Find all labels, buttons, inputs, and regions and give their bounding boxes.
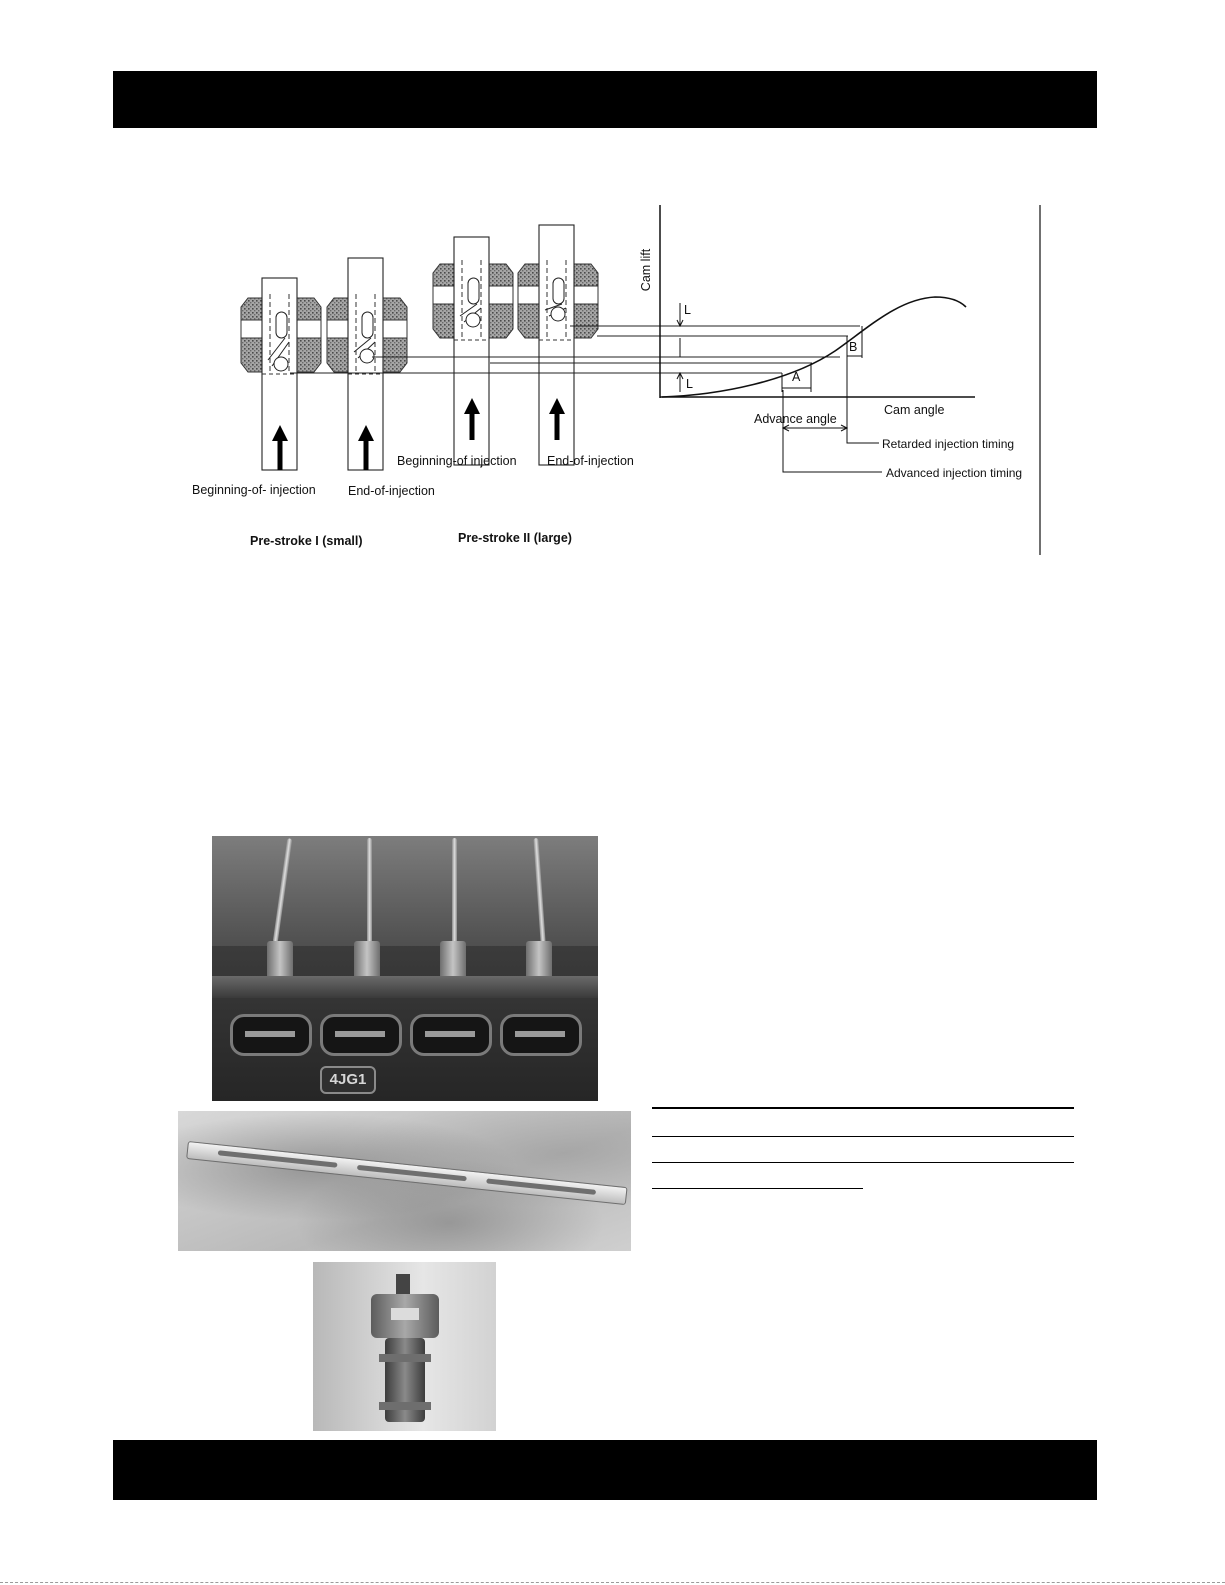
engine-model-plate: 4JG1 bbox=[320, 1066, 376, 1094]
plunger-assembly-2 bbox=[327, 258, 407, 470]
inspection-port bbox=[500, 1014, 582, 1056]
retarded-timing-leader bbox=[847, 358, 879, 443]
pump-element-photo bbox=[313, 1262, 496, 1431]
spill-hole bbox=[360, 349, 374, 363]
metal-strip bbox=[186, 1141, 627, 1205]
plunger-3-label: Beginning-of injection bbox=[397, 454, 517, 468]
a-label: A bbox=[792, 370, 801, 384]
delivery-valve-nut bbox=[440, 941, 466, 979]
strip-slot bbox=[218, 1150, 338, 1168]
inspection-port bbox=[230, 1014, 312, 1056]
plunger-2-label: End-of-injection bbox=[348, 484, 435, 498]
vertical-groove bbox=[362, 312, 373, 338]
group-label-pre-stroke-2: Pre-stroke II (large) bbox=[458, 531, 572, 545]
cam-lift-curve bbox=[662, 297, 966, 397]
underline-rule bbox=[652, 1136, 1074, 1137]
strip-slot bbox=[486, 1178, 596, 1194]
plunger-assembly-3 bbox=[433, 237, 513, 465]
footer-bar bbox=[113, 1440, 1097, 1500]
advance-angle-label: Advance angle bbox=[754, 412, 837, 426]
underline-rule bbox=[652, 1188, 863, 1189]
pre-stroke-diagram bbox=[0, 0, 1225, 600]
spill-hole bbox=[466, 313, 480, 327]
inspection-port bbox=[410, 1014, 492, 1056]
plunger-drawings bbox=[241, 225, 598, 470]
vertical-groove bbox=[553, 278, 564, 304]
l-label-lower: L bbox=[686, 377, 693, 391]
plunger-assembly-4 bbox=[518, 225, 598, 465]
b-label: B bbox=[849, 340, 858, 354]
control-rack-strip-photo bbox=[178, 1111, 631, 1251]
plunger-1-label: Beginning-of- injection bbox=[192, 483, 316, 497]
injection-pipe bbox=[452, 838, 457, 943]
spill-hole bbox=[551, 307, 565, 321]
group-label-pre-stroke-1: Pre-stroke I (small) bbox=[250, 534, 363, 548]
engine-pump-photo bbox=[212, 836, 598, 1101]
plunger-4-label: End-of-injection bbox=[547, 454, 634, 468]
l-label-upper: L bbox=[684, 303, 691, 317]
delivery-valve-nut bbox=[267, 941, 293, 979]
underline-rule bbox=[652, 1107, 1074, 1109]
retarded-timing-label: Retarded injection timing bbox=[882, 437, 1015, 451]
spill-hole bbox=[274, 357, 288, 371]
cam-graph bbox=[660, 205, 1040, 555]
page-edge bbox=[0, 1582, 1225, 1583]
vertical-groove bbox=[276, 312, 287, 338]
pump-housing-rail bbox=[212, 976, 598, 998]
underline-rule bbox=[652, 1162, 1074, 1163]
delivery-valve-nut bbox=[526, 941, 552, 979]
advanced-timing-leader bbox=[783, 390, 882, 472]
element-band bbox=[379, 1402, 431, 1410]
injection-pipe bbox=[367, 838, 372, 943]
cam-angle-label: Cam angle bbox=[884, 403, 945, 417]
cam-lift-label: Cam lift bbox=[639, 248, 653, 292]
inspection-port bbox=[320, 1014, 402, 1056]
strip-slot bbox=[357, 1165, 467, 1181]
plunger-assembly-1 bbox=[241, 278, 321, 470]
advanced-timing-label: Advanced injection timing bbox=[886, 466, 1023, 480]
vertical-groove bbox=[468, 278, 479, 304]
delivery-valve-nut bbox=[354, 941, 380, 979]
element-band bbox=[379, 1354, 431, 1362]
element-tag bbox=[391, 1308, 419, 1320]
